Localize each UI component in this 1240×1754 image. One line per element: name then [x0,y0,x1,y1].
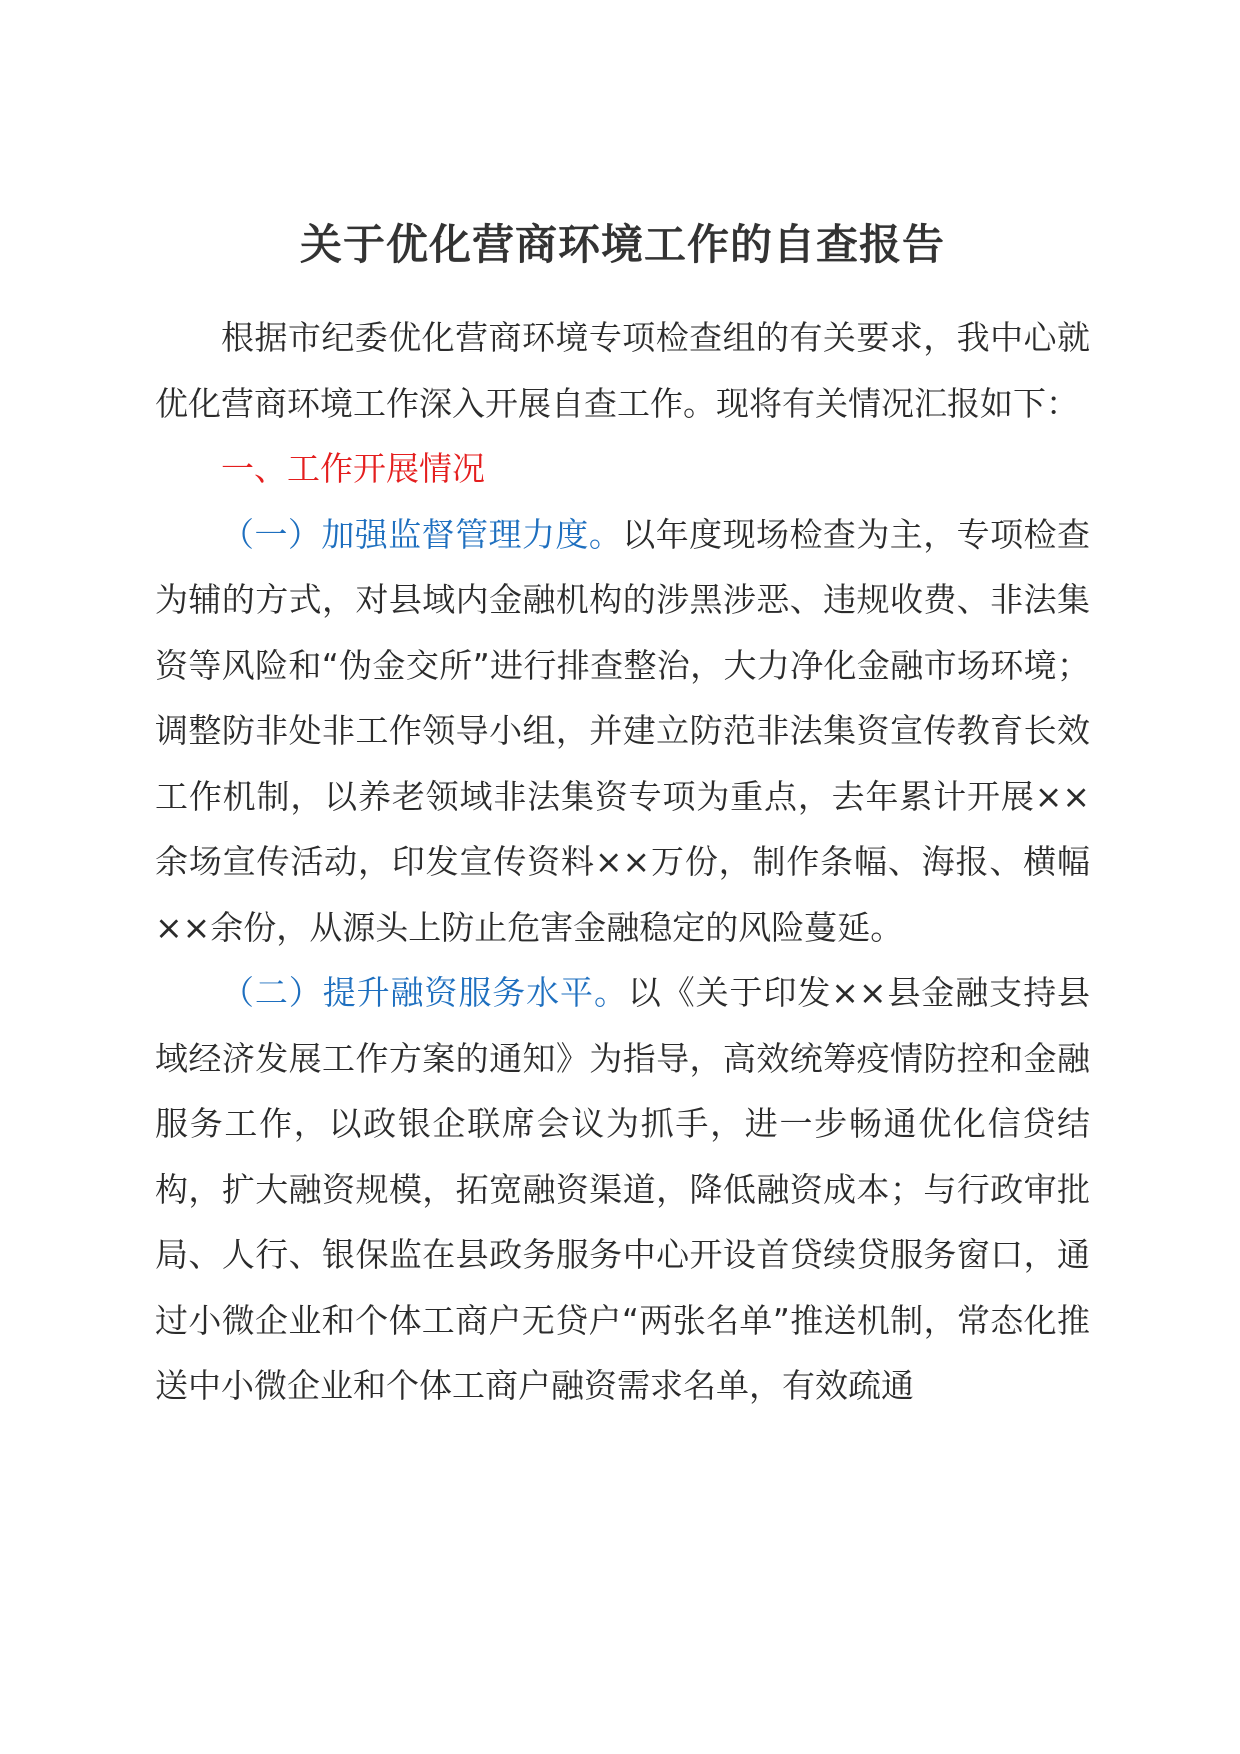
section-heading: 一、工作开展情况 [221,449,485,488]
intro-paragraph: 根据市纪委优化营商环境专项检查组的有关要求，我中心就优化营商环境工作深入开展自查工作。现将有关情况汇报如下： [155,318,1090,423]
document-title: 关于优化营商环境工作的自查报告 [299,220,945,269]
subsection-body-2: 以《关于印发××县金融支持县域经济发展工作方案的通知》为指导，高效统筹疫情防控和金融服务工作，以政银企联席会议为抓手，进一步畅通优化信贷结构，扩大融资规模，拓宽融资渠道，降低融资成本；与行政审批局、人行、银保监在县政务服务中心开设首贷续贷服务窗口，通过小微企业和个体工商户无贷户“两张名单”推送机制，常态化推送中小微企业和个体工商户融资需求名单，有效疏通 [155,973,1090,1405]
subsection-paragraph-2 [155,960,1090,1419]
subsection-heading-2: （二）提升融资服务水平。 [221,973,628,1012]
subsection-paragraph-1 [155,502,1090,961]
subsection-body-1: 以年度现场检查为主，专项检查为辅的方式，对县域内金融机构的涉黑涉恶、违规收费、非法集资等风险和“伪金交所”进行排查整治，大力净化金融市场环境；调整防非处非工作领导小组，并建立防范非法集资宣传教育长效工作机制，以养老领域非法集资专项为重点，去年累计开展××余场宣传活动，印发宣传资料××万份，制作条幅、海报、横幅××余份，从源头上防止危害金融稳定的风险蔓延。 [155,514,1091,947]
document-page [155,215,1090,1419]
subsection-heading-1: （一）加强监督管理力度。 [221,514,623,554]
